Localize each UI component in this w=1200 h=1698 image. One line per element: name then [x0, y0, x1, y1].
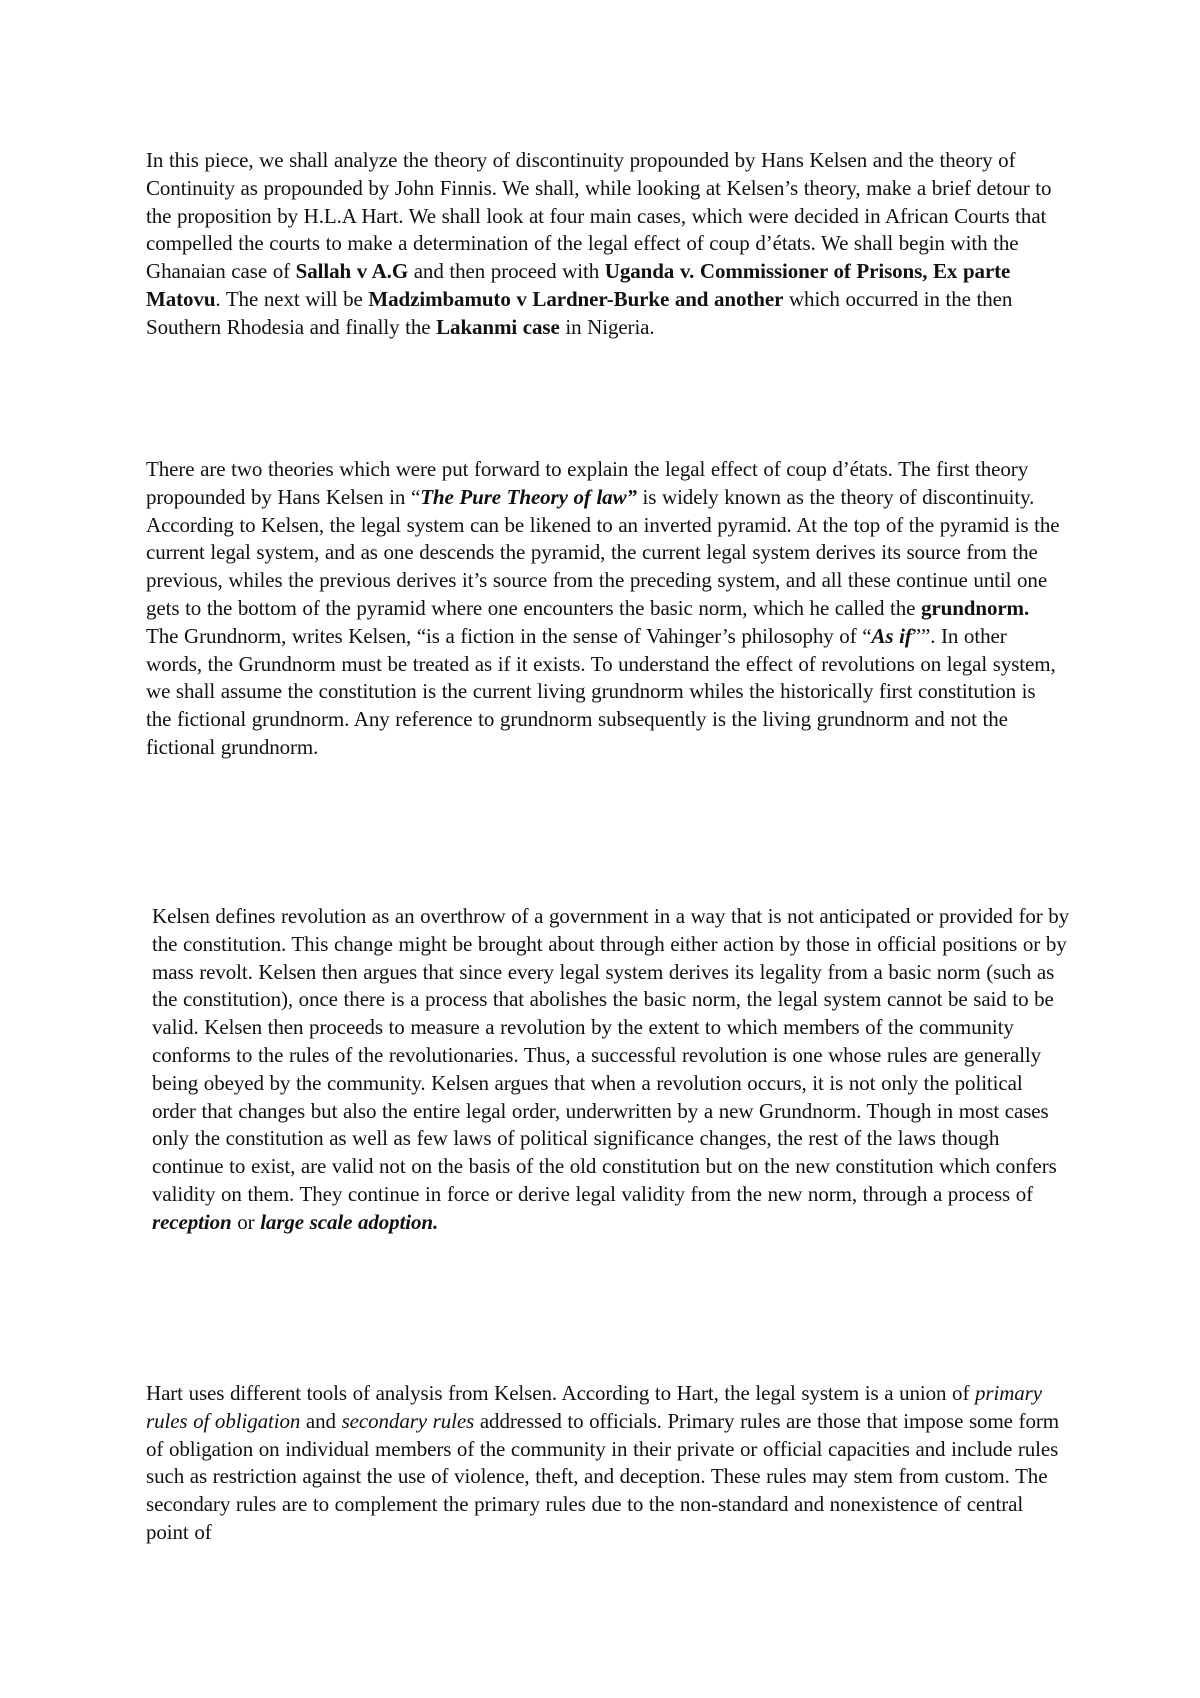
text-segment: Kelsen defines revolution as an overthrow of a government in a way that is not anticipated or provided for by the constitution. This change might be brought about through either action by those in official positions or by mass revolt. Kelsen then argues that since every legal system derives its legality from a basic norm (such as the constitution), once there is a process that abolishes the basic norm, the legal system cannot be said to be valid. Kelsen then proceeds to measure a revolution by the extent to which members of the community conforms to the rules of the revolutionaries. Thus, a successful revolution is one whose rules are generally being obeyed by the community. Kelsen argues that when a revolution occurs, it is not only the political order that changes but also the entire legal order, underwritten by a new Grundnorm. Though in most cases only the constitution as well as few laws of political significance changes, the rest of the laws though continue to exist, are valid not on the basis of the old constitution but on the new constitution which confers validity on them. They continue in force or derive legal validity from the new norm, through a process of [152, 904, 1070, 1206]
text-segment: and [300, 1408, 342, 1433]
paragraph-kelsen-theory [146, 456, 1066, 762]
case-name-matovu: Uganda v. Commissioner of Prisons, Ex parte Matovu [146, 259, 1011, 311]
text-segment: Hart uses different tools of analysis from Kelsen. According to Hart, the legal system is a union of [146, 1381, 975, 1405]
text-segment: There are two theories which were put forward to explain the legal effect of coup d’états. The first theory propounded by Hans Kelsen in “ [146, 457, 1029, 509]
book-title: The Pure Theory of law” [420, 484, 637, 509]
paragraph-intro [146, 147, 1066, 342]
text-segment: The Grundnorm, writes Kelsen, “is a fiction in the sense of Vahinger’s philosophy of “ [146, 623, 872, 648]
text-segment: in Nigeria. [559, 314, 655, 339]
paragraph-hart [146, 1380, 1066, 1547]
text-segment: which occurred in the then Southern Rhodesia and finally the [146, 286, 1013, 339]
term-large-scale-adoption: large scale adoption. [260, 1209, 439, 1234]
case-name-sallah: Sallah v A.G [295, 259, 409, 284]
case-name-madzimbamuto: Madzimbamuto v Lardner-Burke and another [368, 286, 784, 311]
term-reception: reception [152, 1209, 232, 1234]
term-grundnorm: grundnorm. [921, 595, 1030, 620]
term-secondary-rules: secondary rules [341, 1408, 475, 1433]
text-segment: addressed to officials. Primary rules are those that impose some form of obligation on individual members of the community in their private or official capacities and include rules such as restriction against the use of violence, theft, and deception. These rules may stem from custom. The secondary rules are to complement the primary rules due to the non-standard and nonexistence of central point of [146, 1408, 1059, 1544]
term-primary-rules: primary rules of obligation [146, 1381, 1042, 1433]
text-segment: . The next will be [215, 286, 369, 311]
text-segment: ””. In other words, the Grundnorm must be treated as if it exists. To understand the effect of revolutions on legal system, we shall assume the constitution is the current living grundnorm whiles the historically first constitution is the fictional grundnorm. Any reference to grundnorm subsequently is the living grundnorm and not the fictional grundnorm. [146, 623, 1056, 759]
term-as-if: As if [871, 623, 912, 648]
text-segment: or [231, 1209, 261, 1234]
text-segment: and then proceed with [408, 259, 605, 284]
case-name-lakanmi: Lakanmi case [436, 314, 560, 339]
text-segment: is widely known as the theory of discontinuity. According to Kelsen, the legal system can be likened to an inverted pyramid. At the top of the pyramid is the current legal system, and as one descends the pyramid, the current legal system derives its source from the previous, whiles the previous derives it’s source from the preceding system, and all these continue until one gets to the bottom of the pyramid where one encounters the basic norm, which he called the [146, 484, 1060, 620]
text-segment: In this piece, we shall analyze the theory of discontinuity propounded by Hans Kelsen and the theory of Continuity as propounded by John Finnis. We shall, while looking at Kelsen’s theory, make a brief detour to the proposition by H.L.A Hart. We shall look at four main cases, which were decided in African Courts that compelled the courts to make a determination of the legal effect of coup d’états. We shall begin with the Ghanaian case of [146, 148, 1052, 284]
paragraph-revolution [146, 903, 1072, 1237]
